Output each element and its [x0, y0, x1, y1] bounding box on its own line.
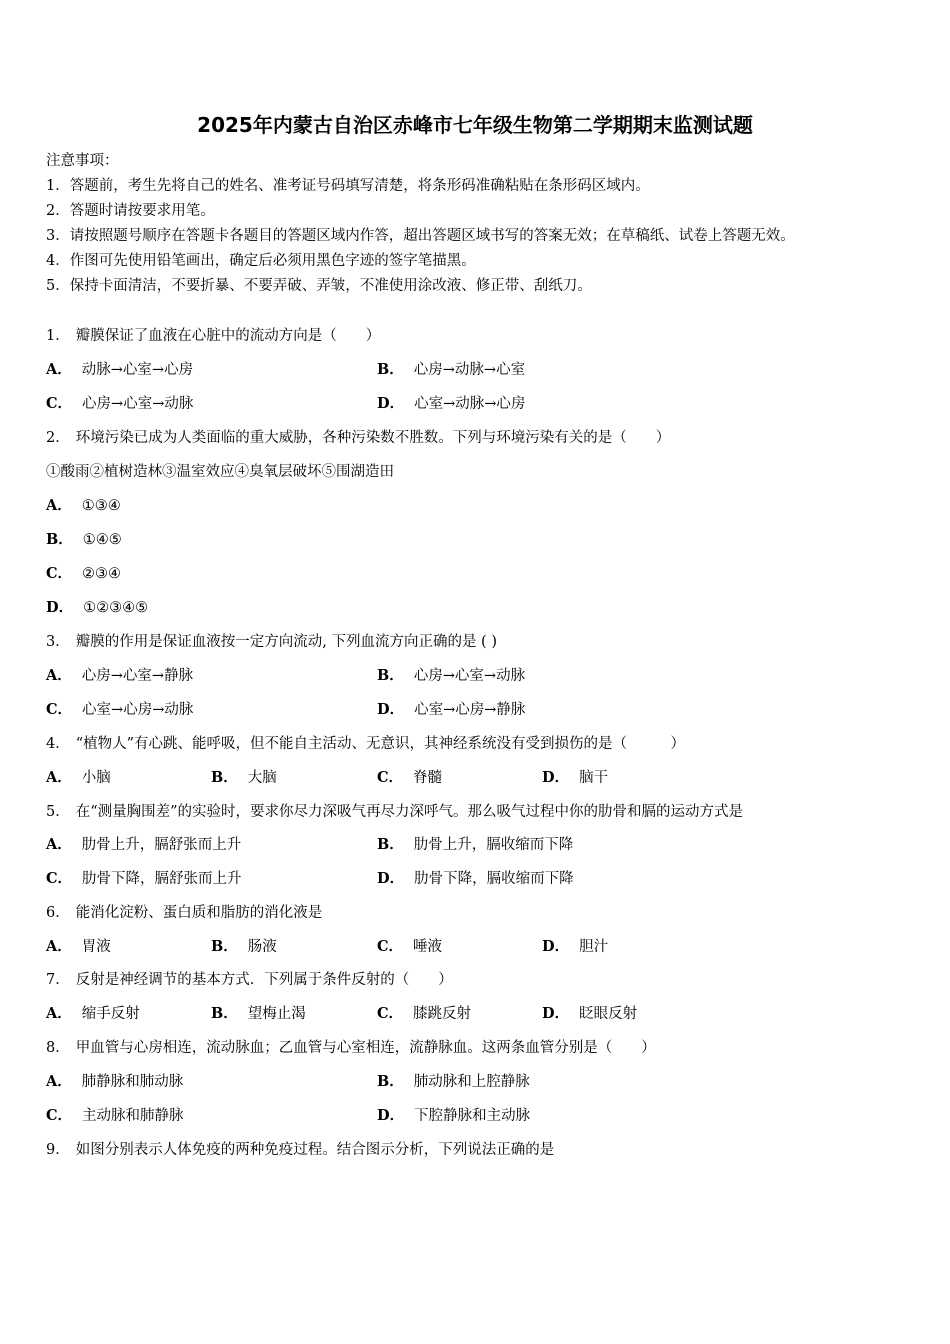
question-number: 1．	[46, 328, 70, 344]
option-b[interactable]: B． 心房→动脉→心室	[377, 361, 526, 378]
option-c[interactable]: C． 心室→心房→动脉	[46, 701, 194, 718]
question-stem: 能消化淀粉、蛋白质和脂肪的消化液是	[75, 905, 323, 921]
question-number: 2．	[46, 430, 70, 446]
question-stem: 瓣膜的作用是保证血液按一定方向流动, 下列血流方向正确的是 ( )	[75, 634, 497, 650]
question-stem: 环境污染已成为人类面临的重大威胁，各种污染数不胜数。下列与环境污染有关的是（ ）	[75, 430, 671, 446]
question-stem: 甲血管与心房相连，流动脉血；乙血管与心室相连，流静脉血。这两条血管分别是（ ）	[75, 1040, 656, 1056]
question-number: 3．	[46, 634, 70, 650]
option-b[interactable]: B． 肺动脉和上腔静脉	[377, 1073, 530, 1090]
question-8	[46, 1038, 656, 1058]
option-d[interactable]: D． 心室→动脉→心房	[377, 395, 526, 412]
option-c[interactable]: C． 主动脉和肺静脉	[46, 1107, 184, 1124]
option-a[interactable]: A． 肺静脉和肺动脉	[46, 1073, 184, 1090]
question-6	[46, 903, 322, 923]
question-5	[46, 802, 743, 822]
option-b[interactable]: B． 大脑	[211, 769, 277, 786]
question-number: 7．	[46, 972, 70, 988]
option-a[interactable]: A． 胃液	[46, 938, 111, 955]
notice-item: 2．答题时请按要求用笔。	[46, 203, 215, 219]
option-a[interactable]: A． 小脑	[46, 769, 111, 786]
question-stem: “植物人”有心跳、能呼吸，但不能自主活动、无意识，其神经系统没有受到损伤的是（ ）	[75, 736, 686, 752]
option-d[interactable]: D． 脑干	[542, 769, 609, 786]
notice-item: 3．请按照题号顺序在答题卡各题目的答题区域内作答，超出答题区域书写的答案无效；在草稿纸、试卷上答题无效。	[46, 228, 795, 244]
option-d[interactable]: D． 心室→心房→静脉	[377, 701, 526, 718]
notice-item: 5．保持卡面清洁，不要折暴、不要弄破、弄皱，不准使用涂改液、修正带、刮纸刀。	[46, 278, 592, 294]
question-3	[46, 632, 497, 652]
option-a[interactable]: A． 缩手反射	[46, 1005, 140, 1022]
option-d[interactable]: D． 胆汁	[542, 938, 609, 955]
question-number: 9．	[46, 1142, 70, 1158]
option-a[interactable]: A． 心房→心室→静脉	[46, 667, 194, 684]
option-b[interactable]: B． 肠液	[211, 938, 277, 955]
question-1	[46, 326, 380, 346]
notice-heading: 注意事项：	[46, 153, 119, 169]
option-a[interactable]: A． 肋骨上升，膈舒张而上升	[46, 836, 242, 853]
option-b[interactable]: B． 心房→心室→动脉	[377, 667, 526, 684]
option-c[interactable]: C． 膝跳反射	[377, 1005, 472, 1022]
option-a[interactable]: A． 动脉→心室→心房	[46, 361, 194, 378]
question-2	[46, 428, 670, 448]
notice-item: 4．作图可先使用铅笔画出，确定后必须用黑色字迹的签字笔描黑。	[46, 253, 476, 269]
question-7	[46, 970, 453, 990]
option-c[interactable]: C． ②③④	[46, 565, 122, 582]
question-number: 5．	[46, 804, 70, 820]
question-stem: 反射是神经调节的基本方式．下列属于条件反射的（ ）	[75, 972, 453, 988]
question-4	[46, 734, 685, 754]
option-c[interactable]: C． 唾液	[377, 938, 443, 955]
option-b[interactable]: B． 肋骨上升，膈收缩而下降	[377, 836, 574, 853]
question-stem: 在“测量胸围差”的实验时，要求你尽力深吸气再尽力深呼气。那么吸气过程中你的肋骨和膈的运动方式是	[75, 804, 744, 820]
option-a[interactable]: A． ①③④	[46, 497, 121, 514]
question-extra: ①酸雨②植树造林③温室效应④臭氧层破坏⑤围湖造田	[46, 464, 394, 480]
question-stem: 如图分别表示人体免疫的两种免疫过程。结合图示分析，下列说法正确的是	[75, 1142, 555, 1158]
option-d[interactable]: D． 下腔静脉和主动脉	[377, 1107, 531, 1124]
option-d[interactable]: D． ①②③④⑤	[46, 599, 149, 616]
question-number: 4．	[46, 736, 70, 752]
notice-item: 1．答题前，考生先将自己的姓名、准考证号码填写清楚，将条形码准确粘贴在条形码区域内。	[46, 178, 650, 194]
option-c[interactable]: C． 脊髓	[377, 769, 443, 786]
question-9	[46, 1140, 554, 1160]
option-d[interactable]: D． 眨眼反射	[542, 1005, 638, 1022]
question-number: 8．	[46, 1040, 70, 1056]
option-b[interactable]: B． ①④⑤	[46, 531, 122, 548]
question-stem: 瓣膜保证了血液在心脏中的流动方向是（ ）	[75, 328, 381, 344]
question-number: 6．	[46, 905, 70, 921]
option-d[interactable]: D． 肋骨下降，膈收缩而下降	[377, 870, 574, 887]
page-title: 2025年内蒙古自治区赤峰市七年级生物第二学期期末监测试题	[197, 113, 753, 137]
option-c[interactable]: C． 心房→心室→动脉	[46, 395, 194, 412]
option-c[interactable]: C． 肋骨下降，膈舒张而上升	[46, 870, 242, 887]
option-b[interactable]: B． 望梅止渴	[211, 1005, 306, 1022]
